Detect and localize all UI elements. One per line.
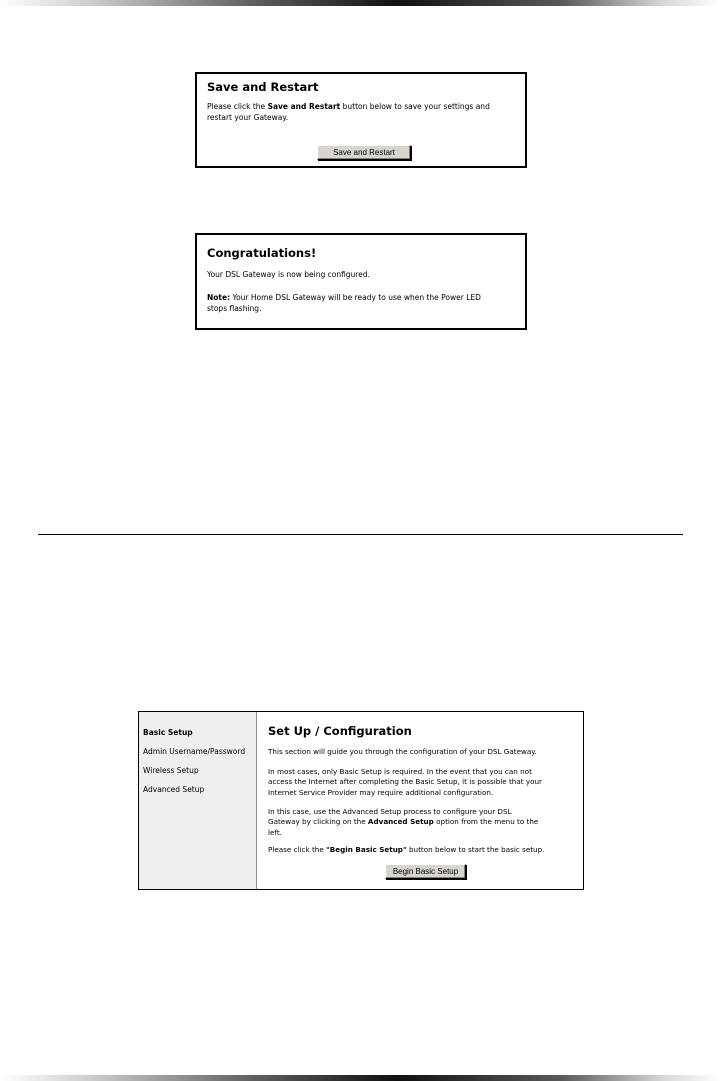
begin-basic-setup-button[interactable]: Begin Basic Setup <box>385 864 466 879</box>
section-divider <box>38 534 683 535</box>
instruction-bold: Save and Restart <box>267 102 341 111</box>
begin-instructions-paragraph <box>268 845 544 855</box>
sidebar-item-basic-setup[interactable]: Basic Setup <box>143 728 193 737</box>
basic-setup-paragraph <box>268 767 542 798</box>
paragraph-line: Please click the <box>268 845 327 854</box>
advanced-setup-paragraph <box>268 807 538 838</box>
sidebar-item-admin-username-password[interactable]: Admin Username/Password <box>143 747 246 756</box>
save-restart-panel <box>195 72 527 168</box>
setup-content <box>268 712 583 889</box>
paragraph-line: button below to start the basic setup. <box>406 845 545 854</box>
sidebar-item-wireless-setup[interactable]: Wireless Setup <box>143 766 199 775</box>
note-label: Note: <box>207 293 231 302</box>
instruction-text: restart your Gateway. <box>207 112 289 122</box>
paragraph-line: left. <box>268 827 282 837</box>
save-restart-instructions <box>207 102 490 123</box>
note-text: Your Home DSL Gateway will be ready to use when the Power LED <box>230 293 481 302</box>
note-text: stops flashing. <box>207 303 262 313</box>
paragraph-line: In this case, use the Advanced Setup process to configure your DSL <box>268 807 512 816</box>
paragraph-line: access the Internet after completing the Basic Setup, it is possible that your <box>268 777 543 787</box>
save-and-restart-button[interactable]: Save and Restart <box>317 145 411 160</box>
page-title: Set Up / Configuration <box>268 724 412 738</box>
congratulations-note <box>207 293 481 314</box>
setup-sidebar <box>139 712 257 889</box>
congratulations-panel <box>195 233 527 330</box>
intro-paragraph: This section will guide you through the configuration of your DSL Gateway. <box>268 747 537 756</box>
congratulations-title: Congratulations! <box>207 246 317 260</box>
paragraph-line: option from the menu to the <box>433 817 539 827</box>
sidebar-item-advanced-setup[interactable]: Advanced Setup <box>143 785 205 794</box>
instruction-text: button below to save your settings and <box>340 102 490 111</box>
top-decorative-bar <box>0 0 721 6</box>
congratulations-message: Your DSL Gateway is now being configured. <box>207 270 370 279</box>
bottom-decorative-bar <box>0 1075 721 1081</box>
advanced-setup-emphasis: Advanced Setup <box>367 817 434 827</box>
paragraph-line: Gateway by clicking on the <box>268 817 368 827</box>
begin-basic-setup-emphasis: "Begin Basic Setup" <box>326 845 407 854</box>
setup-configuration-panel <box>138 711 584 890</box>
paragraph-line: In most cases, only Basic Setup is required. In the event that you can not <box>268 767 532 776</box>
paragraph-line: Internet Service Provider may require additional configuration. <box>268 787 494 797</box>
save-restart-title: Save and Restart <box>207 80 319 94</box>
instruction-text: Please click the <box>207 102 268 111</box>
